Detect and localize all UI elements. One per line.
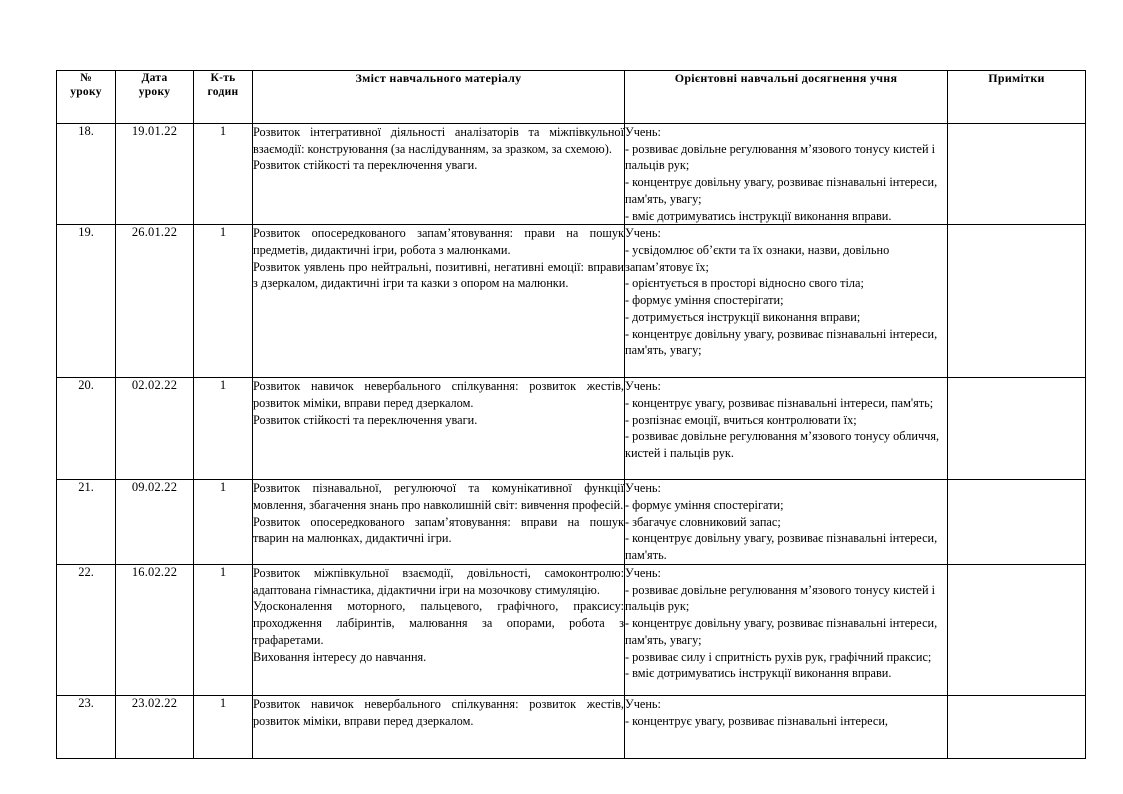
cell-content: [253, 480, 625, 565]
table-row: [57, 124, 1086, 225]
cell-content: [253, 564, 625, 695]
content-paragraph: Розвиток навичок невербального спілкування: розвиток жестів, розвиток міміки, вправи перед дзеркалом.: [253, 696, 624, 728]
table-header-row: [57, 71, 1086, 124]
achievement-line: Учень:: [625, 125, 661, 139]
table-row: [57, 564, 1086, 695]
column-header-lesson-number-line2: уроку: [70, 86, 102, 99]
cell-content: [253, 695, 625, 758]
lesson-plan-table-wrapper: [56, 70, 1085, 759]
achievement-line: - концентрує увагу, розвиває пізнавальні інтереси,: [625, 713, 889, 728]
cell-content: [253, 378, 625, 480]
achievement-line: - формує уміння спостерігати;: [625, 498, 784, 513]
cell-notes: [948, 695, 1086, 758]
cell-hours: 1: [194, 225, 253, 378]
achievement-line: - розвиває довільне регулювання м’язового тонусу кистей і пальців рук;: [625, 141, 936, 173]
cell-lesson-number: 19.: [57, 225, 116, 378]
cell-content: [253, 124, 625, 225]
achievement-line: - концентрує довільну увагу, розвиває пізнавальні інтереси, пам'ять.: [625, 531, 938, 563]
achievement-line: - збагачує словниковий запас;: [625, 514, 781, 529]
cell-notes: [948, 480, 1086, 565]
cell-lesson-date: 02.02.22: [116, 378, 194, 480]
table-row: [57, 378, 1086, 480]
cell-lesson-date: 23.02.22: [116, 695, 194, 758]
achievement-line: - орієнтується в просторі відносно свого тіла;: [625, 276, 864, 291]
cell-hours: 1: [194, 695, 253, 758]
table-header: [57, 71, 1086, 124]
column-header-content: Зміст навчального матеріалу: [253, 71, 625, 124]
cell-hours: 1: [194, 378, 253, 480]
cell-achievements: [625, 480, 948, 565]
achievement-line: Учень:: [625, 379, 661, 394]
table-row: [57, 480, 1086, 565]
achievement-line: Учень:: [625, 481, 661, 496]
achievement-line: - усвідомлює об’єкти та їх ознаки, назви, довільно запам’ятовує їх;: [625, 243, 890, 274]
column-header-lesson-date: [116, 71, 194, 124]
column-header-lesson-date-line2: уроку: [138, 86, 171, 99]
cell-lesson-date: 19.01.22: [116, 124, 194, 225]
content-paragraph: Виховання інтересу до навчання.: [253, 649, 427, 664]
cell-hours: 1: [194, 124, 253, 225]
achievement-line: - концентрує довільну увагу, розвиває пізнавальні інтереси, пам'ять, увагу;: [625, 616, 938, 647]
achievement-line: - розвиває довільне регулювання м’язового тонусу обличчя, кистей і пальців рук.: [625, 429, 940, 461]
lesson-plan-table: [56, 70, 1086, 759]
content-paragraph: Розвиток стійкості та переключення уваги.: [253, 412, 478, 427]
achievement-line: - концентрує довільну увагу, розвиває пізнавальні інтереси, пам'ять, увагу;: [625, 175, 938, 206]
achievement-line: Учень:: [625, 226, 661, 241]
cell-lesson-number: 23.: [57, 695, 116, 758]
achievement-line: Учень:: [625, 696, 661, 711]
content-paragraph: Розвиток міжпівкульної взаємодії, довільності, самоконтролю: адаптована гімнастика, дідактични ігри на мозочкову стимуляцію.: [253, 565, 624, 597]
content-paragraph: Удосконалення моторного, пальцевого, графічного, праксису: проходження лабіринтів, малювання за опорами, робота з трафаретами.: [253, 599, 624, 647]
column-header-hours: [194, 71, 253, 124]
content-paragraph: Розвиток інтегративної діяльності аналізаторів та міжпівкульної взаємодії: конструювання (за наслідуванням, за зразком, за схемою).: [253, 125, 624, 156]
content-paragraph: Розвиток стійкості та переключення уваги.: [253, 158, 478, 173]
cell-lesson-number: 18.: [57, 124, 116, 225]
cell-achievements: [625, 564, 948, 695]
table-row: [57, 695, 1086, 758]
cell-lesson-number: 21.: [57, 480, 116, 565]
cell-hours: 1: [194, 564, 253, 695]
column-header-achievements: Орієнтовні навчальні досягнення учня: [625, 71, 948, 124]
achievement-line: - розпізнає емоції, вчиться контролювати їх;: [625, 412, 857, 427]
achievement-line: - розвиває силу і спритність рухів рук, графічний праксис;: [625, 649, 932, 664]
cell-notes: [948, 124, 1086, 225]
table-body: [57, 124, 1086, 759]
achievement-line: - розвиває довільне регулювання м’язового тонусу кистей і пальців рук;: [625, 582, 936, 614]
column-header-lesson-number-line1: №: [80, 72, 92, 84]
content-paragraph: Розвиток пізнавальної, регулюючої та комунікативної функції мовлення, збагачення знань про навколишній світ: вивчення професій.: [253, 481, 624, 513]
cell-lesson-date: 16.02.22: [116, 564, 194, 695]
cell-content: [253, 225, 625, 378]
column-header-hours-line1: К-ть: [210, 72, 236, 84]
achievement-line: Учень:: [625, 565, 661, 580]
achievement-line: - концентрує довільну увагу, розвиває пізнавальні інтереси, пам'ять, увагу;: [625, 326, 938, 358]
cell-hours: 1: [194, 480, 253, 565]
content-paragraph: Розвиток навичок невербального спілкування: розвиток жестів, розвиток міміки, вправи перед дзеркалом.: [253, 379, 624, 411]
cell-achievements: [625, 225, 948, 378]
cell-lesson-number: 20.: [57, 378, 116, 480]
cell-notes: [948, 225, 1086, 378]
column-header-lesson-number: [57, 71, 116, 124]
cell-achievements: [625, 378, 948, 480]
cell-notes: [948, 564, 1086, 695]
content-paragraph: Розвиток уявлень про нейтральні, позитивні, негативні емоції: вправи з дзеркалом, дидактичні ігри та казки з опором на малюнки.: [253, 259, 624, 291]
table-row: [57, 225, 1086, 378]
cell-notes: [948, 378, 1086, 480]
content-paragraph: Розвиток опосередкованого запам’ятовування: прави на пошук предметів, дидактичні ігри, робота з малюнками.: [253, 226, 624, 258]
column-header-lesson-date-line1: Дата: [141, 72, 168, 84]
achievement-line: - концентрує увагу, розвиває пізнавальні інтереси, пам'ять;: [625, 396, 934, 411]
achievement-line: - формує уміння спостерігати;: [625, 293, 784, 308]
achievement-line: - вміє дотримуватись інструкції виконання вправи.: [625, 208, 892, 223]
cell-achievements: [625, 695, 948, 758]
achievement-line: - дотримується інструкції виконання вправи;: [625, 309, 861, 324]
cell-lesson-date: 09.02.22: [116, 480, 194, 565]
content-paragraph: Розвиток опосередкованого запам’ятовування: вправи на пошук тварин на малюнках, дидактичні ігри.: [253, 514, 624, 546]
cell-lesson-date: 26.01.22: [116, 225, 194, 378]
achievement-line: - вміє дотримуватись інструкції виконання вправи.: [625, 666, 892, 681]
column-header-notes: Примітки: [948, 71, 1086, 124]
cell-lesson-number: 22.: [57, 564, 116, 695]
cell-achievements: [625, 124, 948, 225]
column-header-hours-line2: годин: [207, 86, 239, 99]
